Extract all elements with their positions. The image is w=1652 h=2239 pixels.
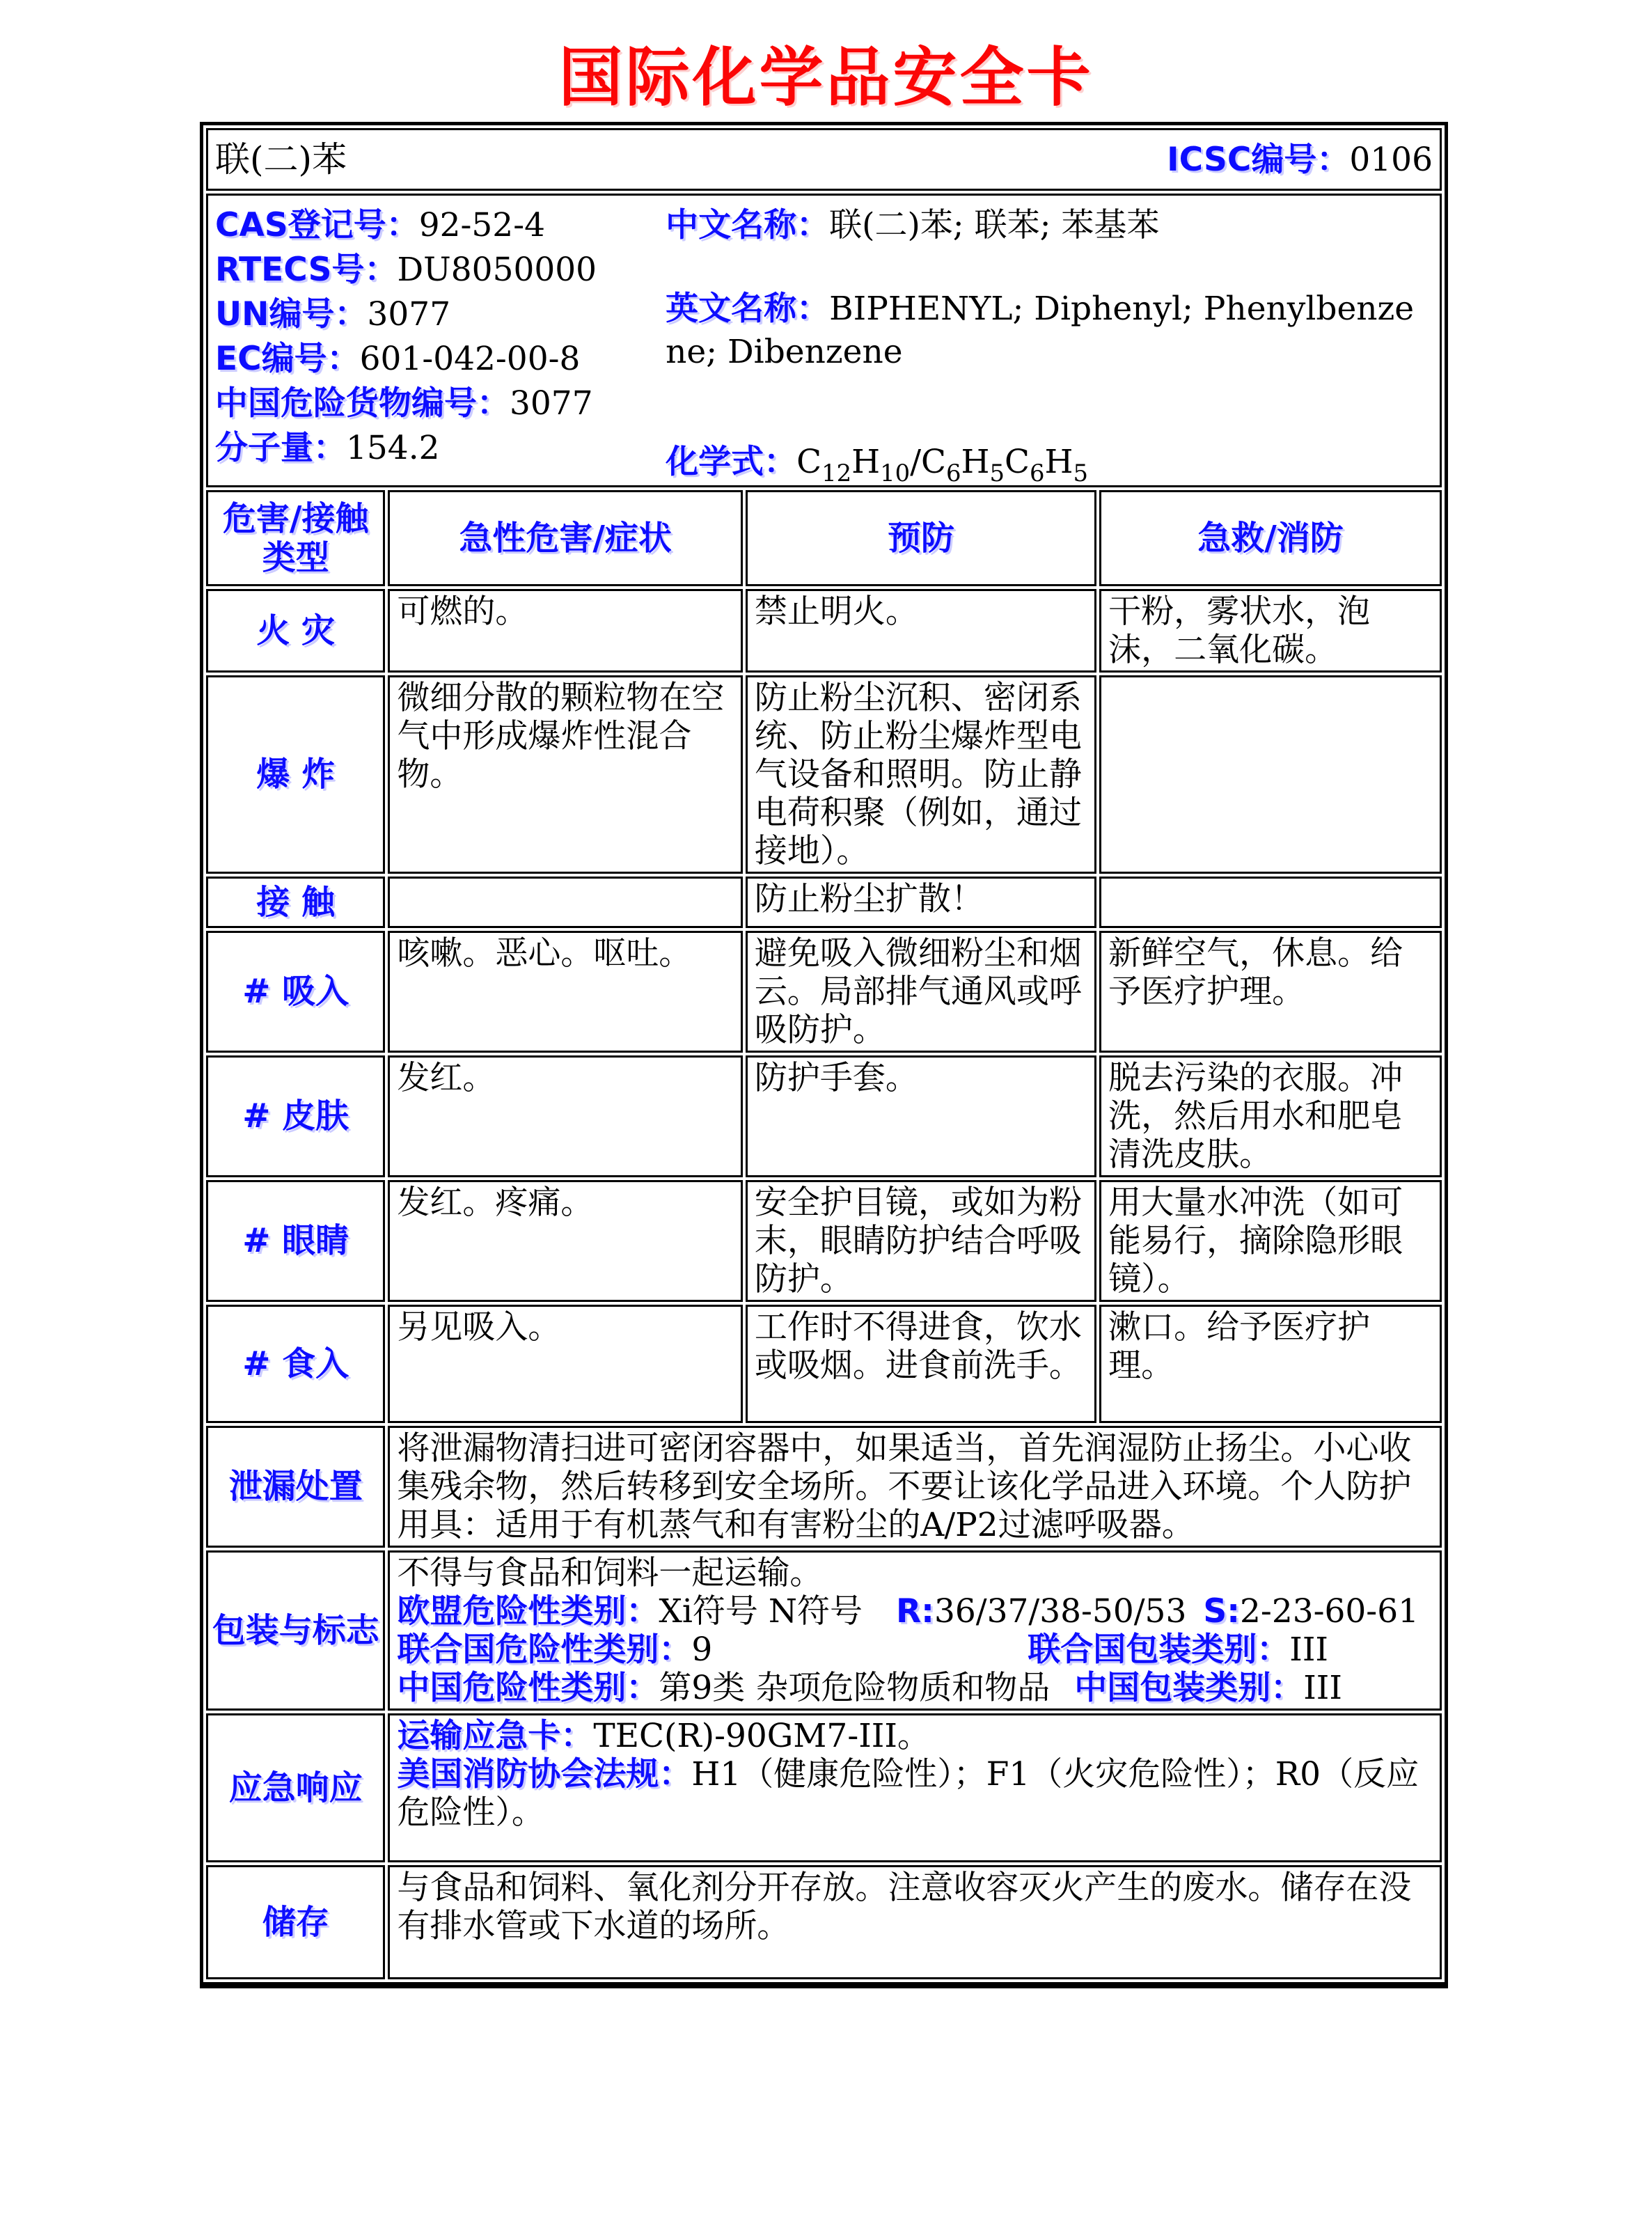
eyes-label-cell: # 眼睛 bbox=[206, 1180, 385, 1302]
ingestion-label-cell: # 食入 bbox=[206, 1305, 385, 1423]
molecular-weight: 分子量：154.2 bbox=[215, 429, 440, 467]
un-classification-line: 联合国危险性类别：9 联合国包装类别：III bbox=[397, 1630, 1328, 1669]
hazard-row-eyes bbox=[206, 1180, 1442, 1302]
hazard-row-explosion bbox=[206, 675, 1442, 874]
hazard-header-row bbox=[206, 490, 1442, 586]
skin-symptoms-cell: 发红。 bbox=[388, 1055, 743, 1177]
explosion-label-cell: 爆 炸 bbox=[206, 675, 385, 874]
header-first-aid: 急救/消防 bbox=[1099, 490, 1442, 586]
spill-label-cell: 泄漏处置 bbox=[206, 1426, 385, 1548]
nfpa-line: 美国消防协会法规：H1（健康危险性）；F1（火灾危险性）；R0（反应危险性）。 bbox=[397, 1754, 1419, 1832]
header-hazard-type: 危害/接触 类型 bbox=[206, 490, 385, 586]
fire-label-cell: 火 灾 bbox=[206, 589, 385, 673]
hazard-row-exposure bbox=[206, 877, 1442, 928]
ingestion-response-cell: 漱口。给予医疗护理。 bbox=[1099, 1305, 1442, 1423]
header-acute-hazards: 急性危害/症状 bbox=[388, 490, 743, 586]
skin-response-cell: 脱去污染的衣服。冲洗，然后用水和肥皂清洗皮肤。 bbox=[1099, 1055, 1442, 1177]
ingestion-prevention-cell: 工作时不得进食，饮水或吸烟。进食前洗手。 bbox=[746, 1305, 1096, 1423]
spill-disposal-row bbox=[206, 1426, 1442, 1548]
exposure-response-cell bbox=[1099, 877, 1442, 928]
tec-line: 运输应急卡：TEC(R)-90GM7-III。 bbox=[397, 1716, 930, 1755]
packaging-label-cell: 包装与标志 bbox=[206, 1550, 385, 1711]
chinese-name: 中文名称：联(二)苯; 联苯; 苯基苯 bbox=[666, 206, 1160, 244]
exposure-symptoms-cell bbox=[388, 877, 743, 928]
chemical-names bbox=[666, 204, 1433, 487]
eyes-response-cell: 用大量水冲洗（如可能易行，摘除隐形眼镜）。 bbox=[1099, 1180, 1442, 1302]
eyes-symptoms-cell: 发红。疼痛。 bbox=[388, 1180, 743, 1302]
explosion-prevention-cell: 防止粉尘沉积、密闭系统、防止粉尘爆炸型电气设备和照明。防止静电荷积聚（例如，通过接地）。 bbox=[746, 675, 1096, 874]
page-title: 国际化学品安全卡 bbox=[558, 40, 1094, 115]
explosion-response-cell bbox=[1099, 675, 1442, 874]
cn-classification-line: 中国危险性类别：第9类 杂项危险物质和物品 中国包装类别：III bbox=[397, 1668, 1342, 1707]
name-row bbox=[206, 128, 1442, 191]
header-prevention: 预防 bbox=[746, 490, 1096, 586]
rtecs-number: RTECS号：DU8050000 bbox=[215, 251, 597, 289]
name-cell bbox=[206, 128, 1442, 191]
eu-classification-line: 欧盟危险性类别：Xi符号 N符号 R:36/37/38-50/53 S:2-23-60-61 bbox=[397, 1592, 1419, 1631]
exposure-prevention-cell: 防止粉尘扩散！ bbox=[746, 877, 1096, 928]
inhalation-response-cell: 新鲜空气，休息。给予医疗护理。 bbox=[1099, 931, 1442, 1053]
storage-content-cell: 与食品和饲料、氧化剂分开存放。注意收容灭火产生的废水。储存在没有排水管或下水道的场所。 bbox=[388, 1865, 1442, 1979]
un-number: UN编号：3077 bbox=[215, 295, 451, 333]
ingestion-symptoms-cell: 另见吸入。 bbox=[388, 1305, 743, 1423]
inhalation-prevention-cell: 避免吸入微细粉尘和烟云。局部排气通风或呼吸防护。 bbox=[746, 931, 1096, 1053]
explosion-symptoms-cell: 微细分散的颗粒物在空气中形成爆炸性混合物。 bbox=[388, 675, 743, 874]
packaging-content-cell bbox=[388, 1550, 1442, 1711]
emergency-content-cell bbox=[388, 1713, 1442, 1862]
hazard-row-inhalation bbox=[206, 931, 1442, 1053]
china-dangerous-goods-number: 中国危险货物编号：3077 bbox=[215, 384, 593, 423]
spill-content-cell: 将泄漏物清扫进可密闭容器中，如果适当，首先润湿防止扬尘。小心收集残余物，然后转移到安全场所。不要让该化学品进入环境。个人防护用具：适用于有机蒸气和有害粉尘的A/P2过滤呼吸器。 bbox=[388, 1426, 1442, 1548]
ec-number: EC编号：601-042-00-8 bbox=[215, 340, 581, 378]
hazard-row-skin bbox=[206, 1055, 1442, 1177]
registry-numbers bbox=[215, 204, 666, 484]
fire-prevention-cell: 禁止明火。 bbox=[746, 589, 1096, 673]
skin-prevention-cell: 防护手套。 bbox=[746, 1055, 1096, 1177]
icsc-number-value: 0106 bbox=[1349, 140, 1433, 179]
eyes-prevention-cell: 安全护目镜，或如为粉末，眼睛防护结合呼吸防护。 bbox=[746, 1180, 1096, 1302]
hazard-row-fire bbox=[206, 589, 1442, 673]
icsc-number-label: ICSC编号： bbox=[1167, 140, 1350, 179]
chemical-formula: 化学式：$C_{12}H_{10}/C_6H_5C_6H_5$ bbox=[666, 443, 1089, 487]
icsc-card-table bbox=[200, 122, 1448, 1988]
cas-number: CAS登记号：92-52-4 bbox=[215, 206, 545, 244]
identification-row bbox=[206, 194, 1442, 487]
identification-cell bbox=[206, 194, 1442, 487]
emergency-response-row bbox=[206, 1713, 1442, 1862]
fire-response-cell: 干粉，雾状水，泡沫，二氧化碳。 bbox=[1099, 589, 1442, 673]
storage-label-cell: 储存 bbox=[206, 1865, 385, 1979]
inhalation-label-cell: # 吸入 bbox=[206, 931, 385, 1053]
english-name: 英文名称：BIPHENYL; Diphenyl; Phenylbenzene; Dibenzene bbox=[666, 290, 1415, 371]
inhalation-symptoms-cell: 咳嗽。恶心。呕吐。 bbox=[388, 931, 743, 1053]
chemical-name: 联(二)苯 bbox=[215, 139, 347, 180]
hazard-row-ingestion bbox=[206, 1305, 1442, 1423]
skin-label-cell: # 皮肤 bbox=[206, 1055, 385, 1177]
packaging-row bbox=[206, 1550, 1442, 1711]
exposure-label-cell: 接 触 bbox=[206, 877, 385, 928]
fire-symptoms-cell: 可燃的。 bbox=[388, 589, 743, 673]
emergency-label-cell: 应急响应 bbox=[206, 1713, 385, 1862]
icsc-number bbox=[1167, 141, 1433, 179]
storage-row bbox=[206, 1865, 1442, 1979]
transport-note: 不得与食品和饲料一起运输。 bbox=[397, 1553, 823, 1592]
